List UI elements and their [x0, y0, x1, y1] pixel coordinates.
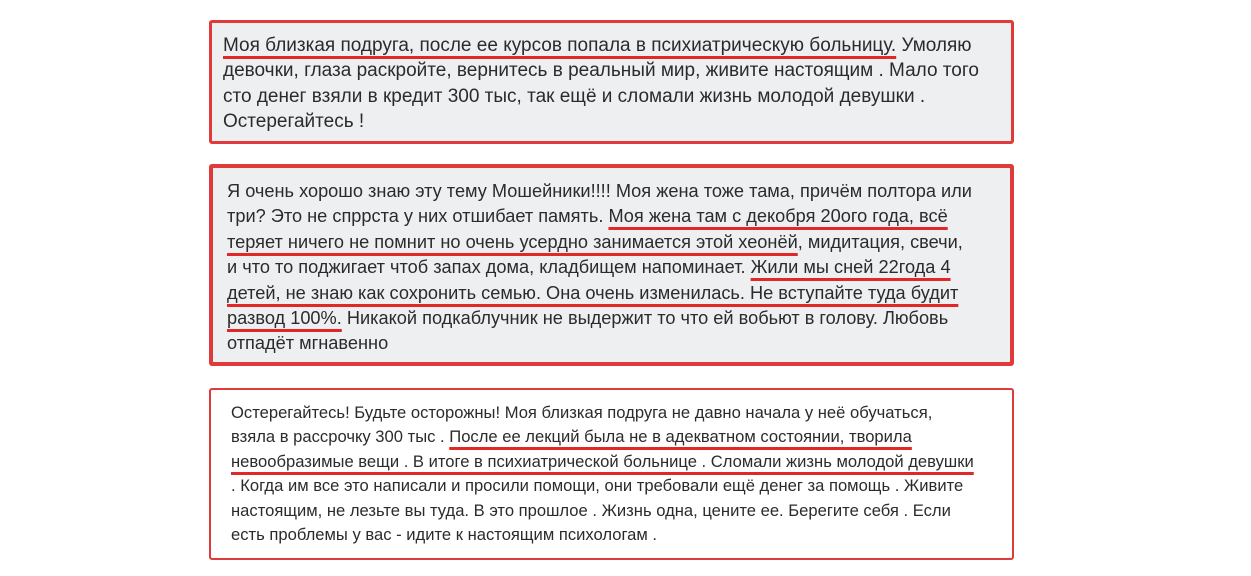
text-line: есть проблемы у вас - идите к настоящим психологам .	[231, 525, 658, 545]
text-line	[227, 204, 972, 229]
highlighted-text: детей, не знаю как сохронить семью. Она очень изменилась. Не вступайте туда будит	[227, 282, 959, 303]
text-segment: и что то поджигает чтоб запах дома, кладбищем напоминает.	[227, 257, 751, 278]
text-line: девочки, глаза раскройте, вернитесь в реальный мир, живите настоящим . Мало того	[223, 60, 979, 82]
text-line: настоящим, не лезьте вы туда. В это прошлое . Жизнь одна, цените ее. Берегите себя . Если	[231, 500, 951, 520]
text-line	[227, 255, 972, 280]
text-segment: три? Это не спррста у них отшибает память.	[227, 206, 609, 227]
highlighted-text: Моя жена там с декобря 20ого года, всё	[608, 206, 948, 227]
review-text-2	[227, 179, 972, 357]
text-line: Я очень хорошо знаю эту тему Мошейники!!!! Моя жена тоже тама, причём полтора или	[227, 181, 972, 201]
text-line	[231, 425, 974, 449]
text-line: . Когда им все это написали и просили помощи, они требовали ещё денег за помощь . Живите	[231, 476, 964, 496]
highlighted-text: невообразимые вещи . В итоге в психиатрической больнице . Сломали жизнь молодой девушки	[231, 451, 974, 471]
text-line: сто денег взяли в кредит 300 тыс, так ещё и сломали жизнь молодой девушки .	[223, 85, 926, 107]
review-text-3	[231, 401, 974, 547]
text-segment: Умоляю	[896, 35, 972, 56]
text-line	[227, 281, 972, 306]
text-segment: Никакой подкаблучник не выдержит то что ей вобьют в голову. Любовь	[341, 308, 949, 329]
text-line	[223, 33, 979, 58]
highlighted-text: Жили мы сней 22года 4	[750, 257, 951, 278]
review-card-1	[209, 20, 1014, 144]
text-line: отпадёт мгнавенно	[227, 333, 389, 354]
text-line	[227, 306, 972, 331]
review-text-1	[223, 33, 979, 134]
text-segment: взяла в рассрочку 300 тыс .	[231, 427, 450, 447]
text-line	[227, 230, 972, 255]
highlighted-text: развод 100%.	[227, 308, 342, 329]
text-segment: , мидитация, свечи,	[797, 231, 963, 252]
text-line: Остерегайтесь! Будьте осторожны! Моя близкая подруга не давно начала у неё обучаться,	[231, 403, 933, 422]
text-line	[231, 450, 974, 474]
highlighted-text: теряет ничего не помнит но очень усердно занимается этой хеонёй	[227, 231, 798, 252]
review-card-3	[209, 388, 1014, 560]
text-line: Остерегайтесь !	[223, 110, 365, 132]
highlighted-text: После ее лекций была не в адекватном состоянии, творила	[449, 427, 912, 447]
review-card-2	[209, 164, 1014, 366]
highlighted-text: Моя близкая подруга, после ее курсов попала в психиатрическую больницу.	[223, 35, 897, 56]
